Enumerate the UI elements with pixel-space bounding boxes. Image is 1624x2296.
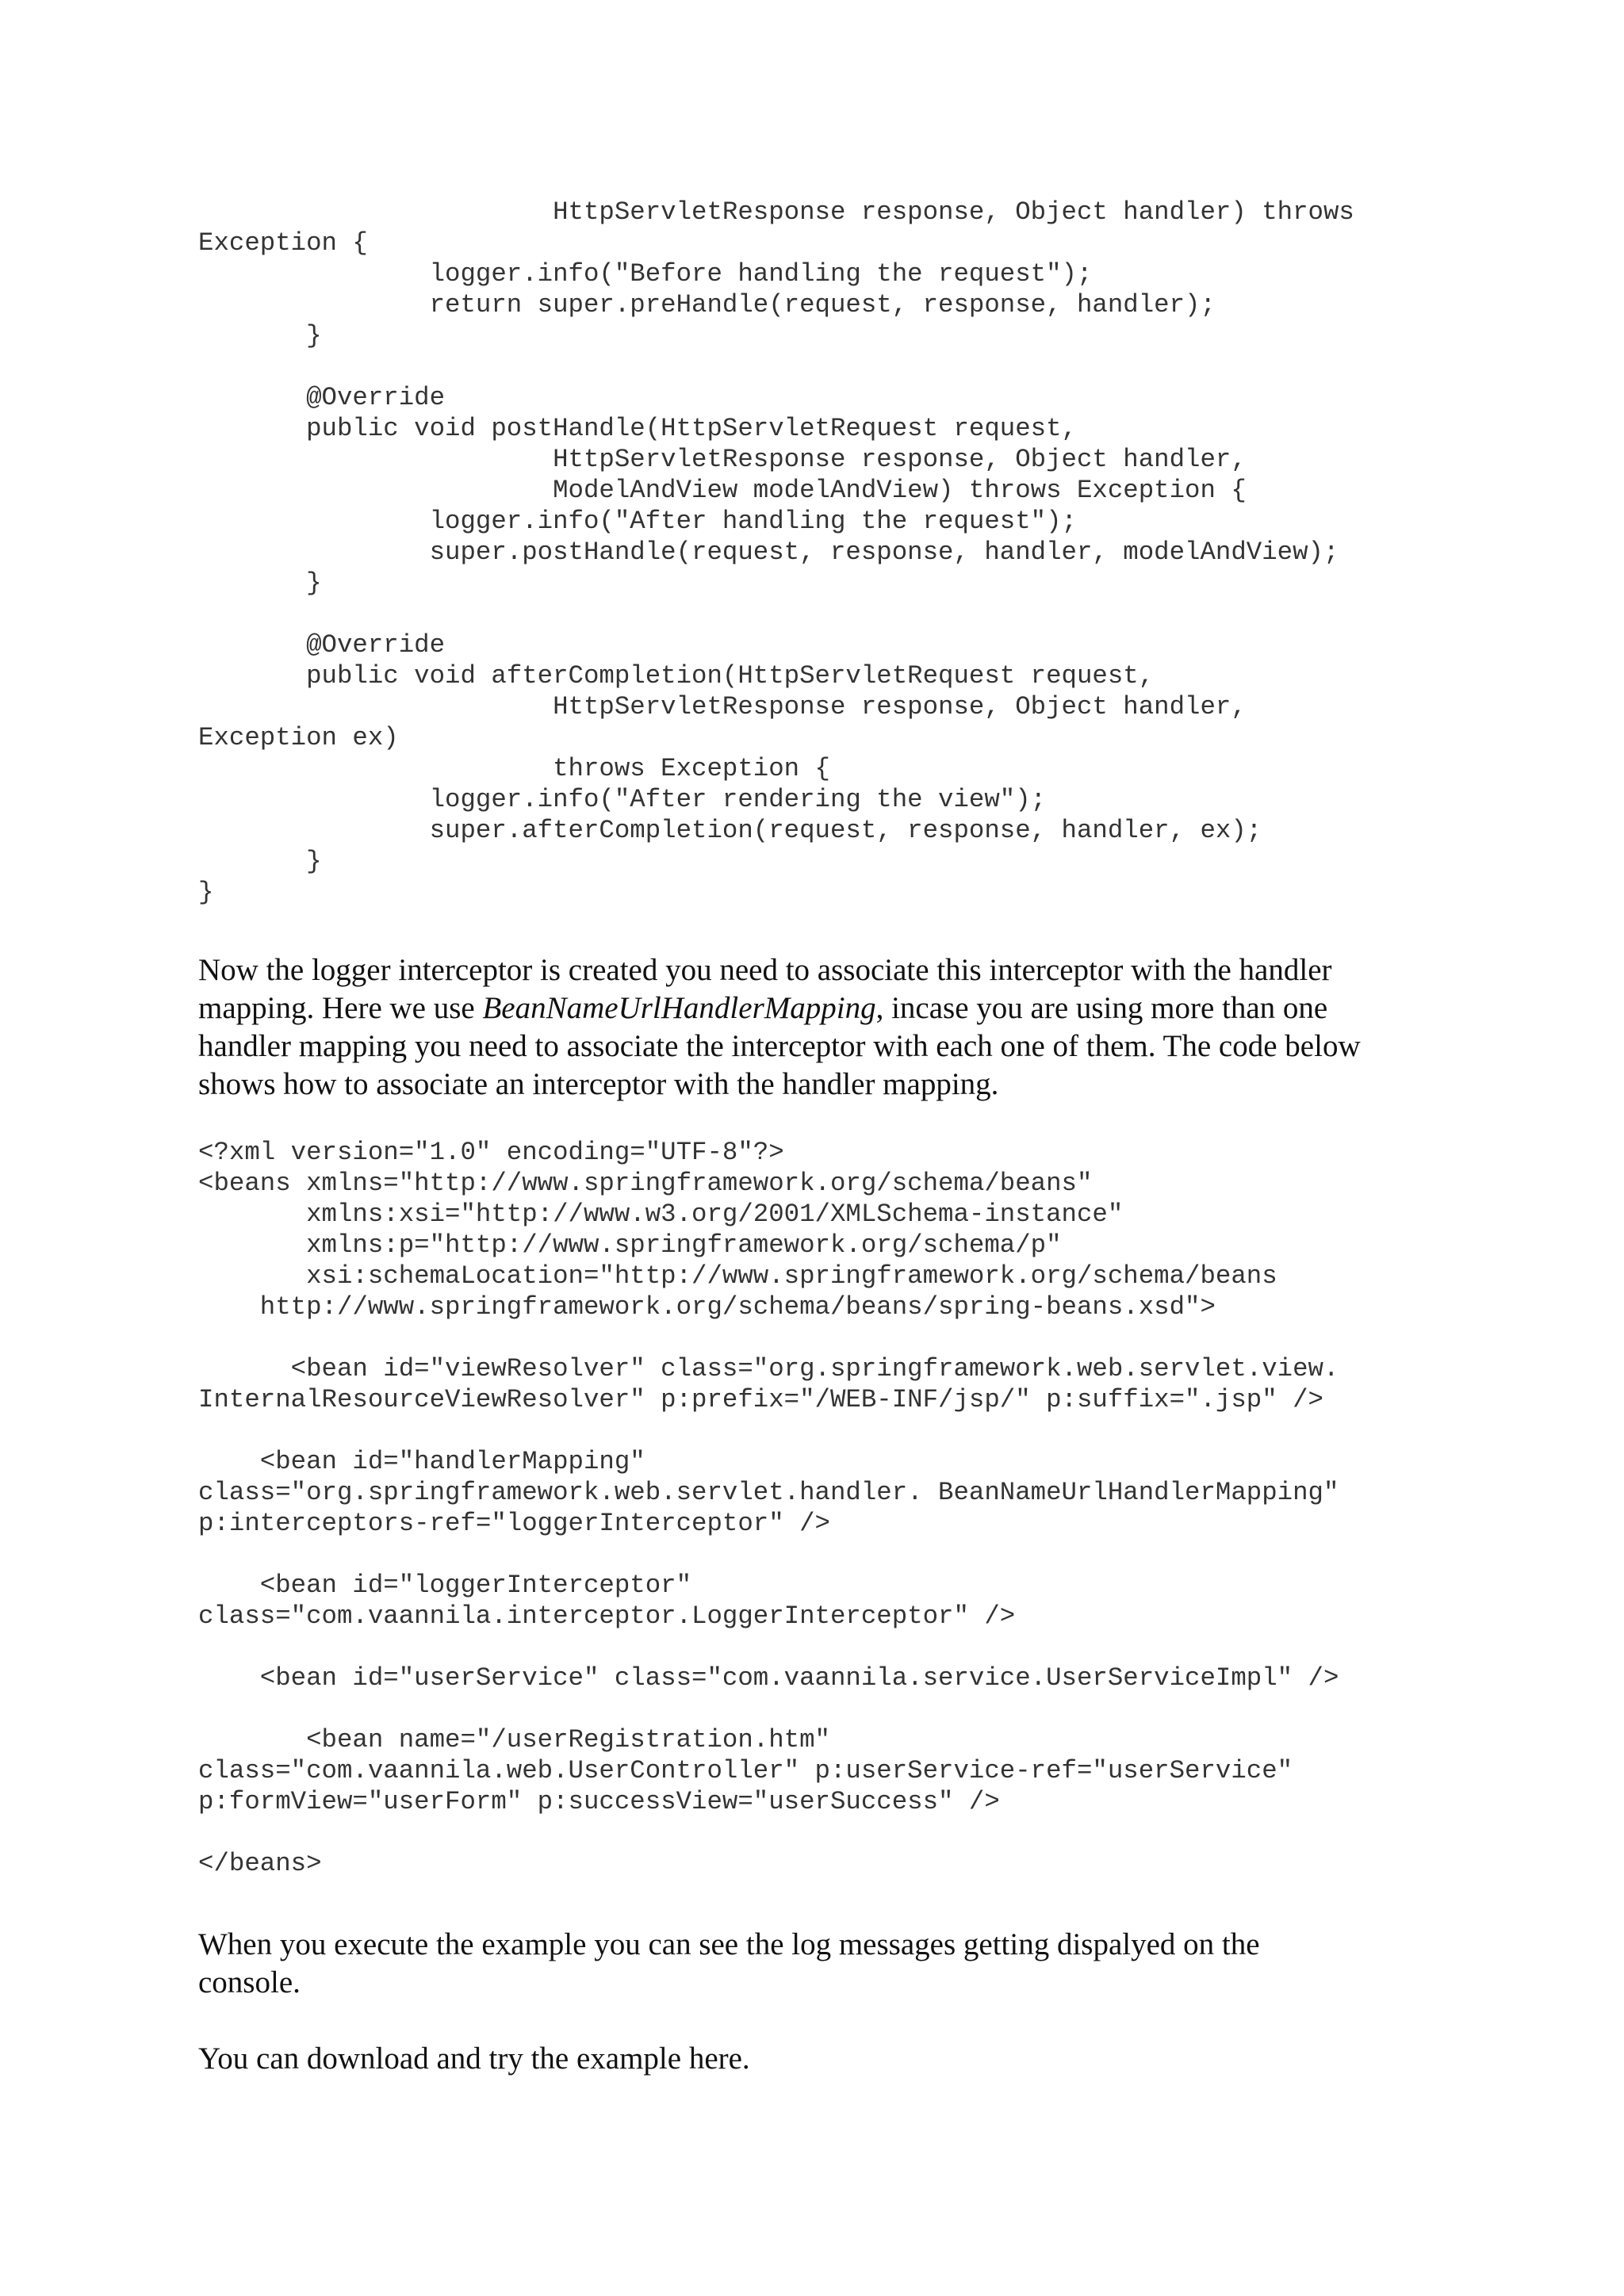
xml-code-block [198,1137,1339,1879]
code-line: class="org.springframework.web.servlet.handler. BeanNameUrlHandlerMapping" [198,1478,1339,1507]
class-name-emphasis: BeanNameUrlHandlerMapping [482,991,876,1025]
code-line: p:interceptors-ref="loggerInterceptor" /> [198,1509,830,1538]
code-line [198,1415,1339,1446]
code-line: xsi:schemaLocation="http://www.springframework.org/schema/beans [198,1261,1277,1291]
code-line: <bean name="/userRegistration.htm" [198,1725,830,1755]
paragraph-line: Now the logger interceptor is created you need to associate this interceptor with the handler [198,953,1332,987]
code-line: Exception { [198,228,368,258]
paragraph-line [198,989,1451,1027]
code-line: InternalResourceViewResolver" p:prefix="/WEB-INF/jsp/" p:suffix=".jsp" /> [198,1385,1323,1414]
code-line [198,1693,1339,1724]
code-line: <bean id="handlerMapping" [198,1447,645,1476]
execute-paragraph [198,1926,1451,2002]
paragraph-line: When you execute the example you can see the log messages getting dispalyed on the [198,1927,1260,1961]
code-line: throws Exception { [198,754,830,783]
code-line: } [198,878,214,907]
code-line [198,599,1354,629]
code-line: public void postHandle(HttpServletRequest request, [198,414,1077,443]
paragraph-line: console. [198,1965,301,1999]
code-line: logger.info("After rendering the view"); [198,785,1047,814]
code-line: HttpServletResponse response, Object handler) throws [198,197,1354,227]
code-line: <?xml version="1.0" encoding="UTF-8"?> [198,1138,784,1167]
code-line: </beans> [198,1849,322,1878]
code-line: <bean id="userService" class="com.vaannila.service.UserServiceImpl" /> [198,1663,1339,1693]
code-line: super.afterCompletion(request, response, handler, ex); [198,816,1262,845]
code-line: <beans xmlns="http://www.springframework.org/schema/beans" [198,1169,1093,1198]
code-line: logger.info("After handling the request"); [198,507,1077,536]
code-line: super.postHandle(request, response, handler, modelAndView); [198,538,1339,567]
code-line: return super.preHandle(request, response, handler); [198,290,1216,320]
code-line: <bean id="viewResolver" class="org.springframework.web.servlet.view. [198,1354,1339,1383]
code-line: } [198,321,322,350]
code-line [198,1817,1339,1848]
paragraph-line: You can download and try the example here. [198,2042,750,2076]
code-line: @Override [198,383,446,412]
code-line: p:formView="userForm" p:successView="userSuccess" /> [198,1787,1000,1816]
code-line: class="com.vaannila.interceptor.LoggerInterceptor" /> [198,1601,1016,1631]
code-line: <bean id="loggerInterceptor" [198,1571,692,1600]
code-line [198,1322,1339,1353]
paragraph-line: handler mapping you need to associate the interceptor with each one of them. The code below [198,1029,1361,1063]
code-line: class="com.vaannila.web.UserController" p:userService-ref="userService" [198,1756,1293,1785]
code-line: ModelAndView modelAndView) throws Exception { [198,476,1247,505]
code-line: } [198,847,322,876]
paragraph-line: shows how to associate an interceptor with the handler mapping. [198,1067,999,1101]
code-line: public void afterCompletion(HttpServletRequest request, [198,661,1155,691]
interceptor-paragraph [198,951,1451,1104]
code-line: http://www.springframework.org/schema/beans/spring-beans.xsd"> [198,1292,1216,1322]
code-line: xmlns:xsi="http://www.w3.org/2001/XMLSchema-instance" [198,1200,1124,1229]
code-line [198,1632,1339,1663]
code-line: logger.info("Before handling the request"); [198,259,1093,289]
paragraph-text: mapping. Here we use [198,991,483,1025]
code-line: @Override [198,630,446,660]
code-line: HttpServletResponse response, Object handler, [198,445,1247,474]
code-line: Exception ex) [198,723,399,752]
java-code-block [198,197,1354,908]
code-line: HttpServletResponse response, Object handler, [198,692,1247,721]
code-line: } [198,568,322,598]
code-line [198,351,1354,382]
download-paragraph [198,2040,1451,2078]
code-line [198,1539,1339,1570]
code-line: xmlns:p="http://www.springframework.org/schema/p" [198,1230,1062,1260]
paragraph-text: , incase you are using more than one [875,991,1328,1025]
